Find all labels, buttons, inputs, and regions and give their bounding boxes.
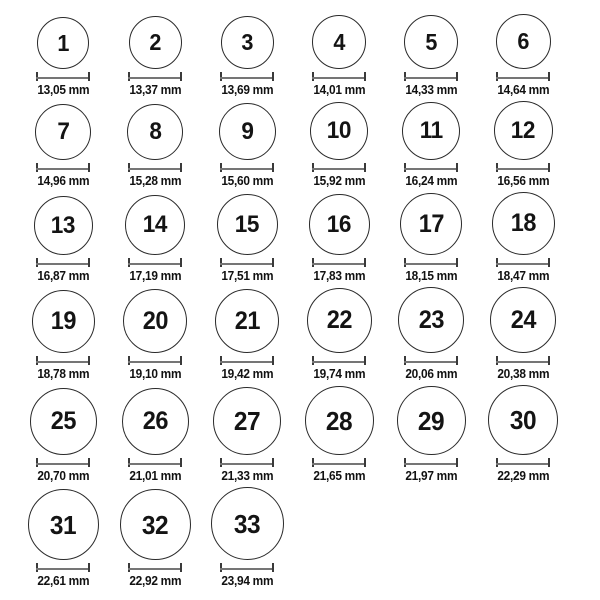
- dimension-bar: [496, 463, 550, 465]
- dimension-bar: [36, 463, 90, 465]
- ring-circle: [398, 287, 464, 353]
- dimension-tick-right: [272, 258, 274, 267]
- dimension-bar: [404, 168, 458, 170]
- ring-size-item: [477, 287, 569, 382]
- chart-row: [17, 385, 600, 484]
- diameter-dimension-line: [312, 72, 366, 81]
- dimension-tick-right: [180, 458, 182, 467]
- ring-circle: [30, 388, 97, 455]
- diameter-label: 15,28 mm: [129, 174, 181, 188]
- diameter-dimension-line: [128, 72, 182, 81]
- diameter-dimension-line: [312, 163, 366, 172]
- ring-size-number: 13: [50, 211, 76, 239]
- ring-circle: [120, 489, 191, 560]
- ring-size-number: 29: [417, 405, 445, 436]
- dimension-bar: [128, 568, 182, 570]
- ring-size-item: [109, 195, 201, 284]
- diameter-label: 18,15 mm: [405, 269, 457, 283]
- dimension-bar: [128, 463, 182, 465]
- diameter-label: 16,87 mm: [37, 269, 89, 283]
- ring-size-item: [201, 487, 293, 589]
- ring-size-item: [385, 102, 477, 189]
- diameter-label: 14,96 mm: [37, 174, 89, 188]
- diameter-label: 22,61 mm: [37, 574, 89, 588]
- ring-size-number: 33: [233, 508, 261, 539]
- dimension-bar: [312, 463, 366, 465]
- ring-size-number: 16: [326, 210, 352, 238]
- dimension-bar: [404, 263, 458, 265]
- dimension-bar: [312, 361, 366, 363]
- ring-circle: [310, 102, 368, 160]
- ring-circle: [219, 103, 276, 160]
- ring-size-number: 7: [56, 118, 70, 145]
- dimension-tick-right: [364, 72, 366, 81]
- diameter-dimension-line: [36, 163, 90, 172]
- diameter-label: 13,05 mm: [37, 83, 89, 97]
- ring-size-item: [385, 15, 477, 98]
- ring-size-number: 5: [425, 28, 437, 55]
- dimension-tick-right: [88, 163, 90, 172]
- diameter-dimension-line: [220, 258, 274, 267]
- diameter-dimension-line: [128, 163, 182, 172]
- diameter-dimension-line: [404, 72, 458, 81]
- ring-circle: [28, 489, 99, 560]
- ring-size-number: 20: [142, 306, 168, 335]
- ring-size-item: [109, 16, 201, 98]
- ring-size-number: 25: [50, 407, 76, 435]
- ring-size-number: 9: [240, 117, 254, 145]
- diameter-dimension-line: [36, 258, 90, 267]
- dimension-tick-right: [548, 458, 550, 467]
- ring-size-item: [477, 192, 569, 284]
- dimension-tick-right: [456, 163, 458, 172]
- ring-size-number: 2: [149, 29, 161, 55]
- dimension-tick-right: [456, 258, 458, 267]
- ring-circle: [35, 104, 91, 160]
- dimension-tick-right: [548, 258, 550, 267]
- diameter-label: 20,06 mm: [405, 367, 457, 381]
- dimension-bar: [404, 463, 458, 465]
- diameter-dimension-line: [496, 258, 550, 267]
- chart-row: [17, 192, 600, 284]
- ring-size-item: [17, 196, 109, 284]
- dimension-bar: [128, 168, 182, 170]
- diameter-label: 17,19 mm: [129, 269, 181, 283]
- ring-size-number: 14: [142, 211, 168, 238]
- ring-size-item: [293, 386, 385, 484]
- ring-size-item: [17, 388, 109, 484]
- diameter-dimension-line: [220, 356, 274, 365]
- dimension-bar: [220, 263, 274, 265]
- dimension-tick-right: [88, 458, 90, 467]
- dimension-bar: [220, 568, 274, 570]
- diameter-label: 17,51 mm: [221, 269, 273, 283]
- ring-circle: [305, 386, 374, 455]
- diameter-dimension-line: [404, 458, 458, 467]
- dimension-bar: [36, 77, 90, 79]
- diameter-label: 19,10 mm: [129, 367, 181, 381]
- ring-size-number: 21: [234, 306, 260, 335]
- ring-size-item: [17, 104, 109, 189]
- dimension-tick-right: [88, 258, 90, 267]
- diameter-label: 17,83 mm: [313, 269, 365, 283]
- ring-circle: [402, 102, 460, 160]
- diameter-label: 13,37 mm: [129, 83, 181, 97]
- ring-size-number: 10: [326, 117, 352, 144]
- ring-circle: [215, 289, 279, 353]
- diameter-label: 15,92 mm: [313, 174, 365, 188]
- diameter-dimension-line: [220, 563, 274, 572]
- ring-size-number: 27: [233, 406, 261, 436]
- ring-size-item: [293, 194, 385, 284]
- ring-size-item: [293, 288, 385, 382]
- ring-circle: [312, 15, 366, 69]
- dimension-bar: [404, 361, 458, 363]
- ring-size-item: [17, 489, 109, 589]
- dimension-bar: [496, 77, 550, 79]
- diameter-dimension-line: [128, 258, 182, 267]
- ring-size-number: 31: [49, 509, 77, 540]
- ring-circle: [123, 289, 187, 353]
- dimension-tick-right: [364, 163, 366, 172]
- dimension-tick-right: [180, 163, 182, 172]
- ring-size-item: [293, 102, 385, 189]
- ring-size-number: 26: [142, 407, 168, 435]
- ring-size-item: [477, 385, 569, 484]
- chart-row: [17, 101, 600, 189]
- diameter-label: 19,42 mm: [221, 367, 273, 381]
- dimension-bar: [220, 361, 274, 363]
- diameter-dimension-line: [404, 356, 458, 365]
- ring-size-item: [385, 193, 477, 284]
- diameter-dimension-line: [128, 356, 182, 365]
- dimension-bar: [312, 168, 366, 170]
- dimension-tick-right: [548, 356, 550, 365]
- diameter-dimension-line: [36, 458, 90, 467]
- diameter-dimension-line: [220, 163, 274, 172]
- diameter-dimension-line: [312, 458, 366, 467]
- ring-size-item: [385, 386, 477, 484]
- dimension-tick-right: [272, 458, 274, 467]
- ring-circle: [490, 287, 556, 353]
- diameter-label: 23,94 mm: [221, 574, 273, 588]
- dimension-bar: [312, 263, 366, 265]
- ring-size-number: 19: [50, 307, 76, 335]
- dimension-tick-right: [364, 258, 366, 267]
- diameter-label: 14,01 mm: [313, 83, 365, 97]
- dimension-tick-right: [272, 72, 274, 81]
- ring-circle: [213, 387, 281, 455]
- diameter-label: 13,69 mm: [221, 83, 273, 97]
- diameter-label: 15,60 mm: [221, 174, 273, 188]
- dimension-tick-right: [364, 356, 366, 365]
- ring-size-number: 30: [509, 405, 537, 435]
- dimension-tick-right: [548, 163, 550, 172]
- diameter-dimension-line: [220, 458, 274, 467]
- dimension-tick-right: [456, 72, 458, 81]
- ring-size-item: [109, 489, 201, 589]
- ring-size-number: 12: [510, 116, 536, 144]
- dimension-tick-right: [272, 356, 274, 365]
- ring-circle: [37, 17, 89, 69]
- dimension-tick-right: [272, 163, 274, 172]
- ring-circle: [217, 194, 278, 255]
- ring-circle: [127, 104, 183, 160]
- dimension-bar: [404, 77, 458, 79]
- dimension-bar: [128, 361, 182, 363]
- dimension-tick-right: [88, 356, 90, 365]
- diameter-dimension-line: [496, 356, 550, 365]
- chart-row: [17, 487, 600, 589]
- ring-size-number: 11: [419, 117, 443, 144]
- dimension-tick-right: [180, 258, 182, 267]
- ring-size-number: 18: [510, 209, 536, 237]
- dimension-tick-right: [456, 458, 458, 467]
- dimension-bar: [496, 168, 550, 170]
- ring-size-number: 28: [325, 405, 353, 436]
- dimension-tick-right: [364, 458, 366, 467]
- diameter-label: 18,47 mm: [497, 269, 549, 283]
- diameter-label: 22,92 mm: [129, 574, 181, 588]
- diameter-dimension-line: [128, 563, 182, 572]
- ring-circle: [404, 15, 458, 69]
- diameter-label: 19,74 mm: [313, 367, 365, 381]
- ring-size-item: [17, 290, 109, 382]
- dimension-bar: [220, 168, 274, 170]
- ring-size-item: [109, 388, 201, 484]
- ring-size-item: [385, 287, 477, 382]
- diameter-label: 22,29 mm: [497, 469, 549, 483]
- dimension-bar: [128, 263, 182, 265]
- dimension-bar: [496, 263, 550, 265]
- ring-circle: [129, 16, 182, 69]
- ring-size-number: 8: [148, 118, 162, 145]
- diameter-label: 16,56 mm: [497, 174, 549, 188]
- diameter-label: 21,65 mm: [313, 469, 365, 483]
- dimension-tick-right: [180, 356, 182, 365]
- ring-size-number: 3: [241, 29, 253, 55]
- diameter-dimension-line: [312, 258, 366, 267]
- ring-circle: [496, 14, 551, 69]
- dimension-bar: [36, 568, 90, 570]
- ring-size-number: 17: [418, 209, 444, 238]
- ring-circle: [309, 194, 370, 255]
- dimension-bar: [220, 463, 274, 465]
- ring-size-number: 32: [141, 509, 169, 540]
- diameter-dimension-line: [404, 163, 458, 172]
- dimension-tick-right: [548, 72, 550, 81]
- ring-size-item: [201, 16, 293, 98]
- ring-size-item: [17, 17, 109, 98]
- dimension-tick-right: [88, 72, 90, 81]
- diameter-dimension-line: [496, 458, 550, 467]
- chart-row: [17, 14, 600, 98]
- diameter-dimension-line: [404, 258, 458, 267]
- ring-circle: [307, 288, 372, 353]
- diameter-dimension-line: [496, 72, 550, 81]
- ring-size-item: [109, 289, 201, 382]
- ring-size-item: [293, 15, 385, 98]
- dimension-tick-right: [456, 356, 458, 365]
- ring-size-number: 15: [234, 210, 260, 238]
- ring-size-number: 6: [517, 28, 529, 54]
- diameter-label: 14,33 mm: [405, 83, 457, 97]
- ring-circle: [400, 193, 462, 255]
- ring-size-item: [201, 289, 293, 382]
- diameter-dimension-line: [36, 72, 90, 81]
- ring-size-item: [477, 101, 569, 189]
- dimension-tick-right: [88, 563, 90, 572]
- diameter-dimension-line: [496, 163, 550, 172]
- ring-size-number: 4: [333, 28, 345, 55]
- diameter-dimension-line: [220, 72, 274, 81]
- dimension-bar: [312, 77, 366, 79]
- ring-circle: [125, 195, 185, 255]
- ring-size-number: 1: [57, 29, 69, 56]
- dimension-tick-right: [180, 563, 182, 572]
- chart-row: [17, 287, 600, 382]
- dimension-bar: [36, 361, 90, 363]
- ring-circle: [32, 290, 95, 353]
- dimension-tick-right: [180, 72, 182, 81]
- ring-size-number: 23: [418, 305, 444, 334]
- dimension-bar: [220, 77, 274, 79]
- ring-size-item: [201, 194, 293, 284]
- ring-size-item: [109, 104, 201, 189]
- diameter-label: 16,24 mm: [405, 174, 457, 188]
- diameter-dimension-line: [312, 356, 366, 365]
- ring-circle: [488, 385, 558, 455]
- ring-circle: [397, 386, 466, 455]
- diameter-label: 20,70 mm: [37, 469, 89, 483]
- ring-size-item: [201, 103, 293, 189]
- dimension-bar: [36, 263, 90, 265]
- diameter-dimension-line: [36, 356, 90, 365]
- diameter-label: 21,01 mm: [129, 469, 181, 483]
- dimension-bar: [128, 77, 182, 79]
- ring-size-number: 24: [510, 305, 536, 334]
- dimension-bar: [496, 361, 550, 363]
- diameter-dimension-line: [128, 458, 182, 467]
- diameter-label: 14,64 mm: [497, 83, 549, 97]
- ring-size-item: [201, 387, 293, 484]
- dimension-tick-right: [272, 563, 274, 572]
- diameter-label: 18,78 mm: [37, 367, 89, 381]
- diameter-label: 21,97 mm: [405, 469, 457, 483]
- ring-size-number: 22: [326, 306, 352, 334]
- ring-circle: [122, 388, 189, 455]
- ring-circle: [34, 196, 93, 255]
- dimension-bar: [36, 168, 90, 170]
- diameter-dimension-line: [36, 563, 90, 572]
- ring-circle: [492, 192, 555, 255]
- diameter-label: 20,38 mm: [497, 367, 549, 381]
- diameter-label: 21,33 mm: [221, 469, 273, 483]
- ring-circle: [211, 487, 284, 560]
- ring-circle: [494, 101, 553, 160]
- ring-size-item: [477, 14, 569, 98]
- ring-circle: [221, 16, 274, 69]
